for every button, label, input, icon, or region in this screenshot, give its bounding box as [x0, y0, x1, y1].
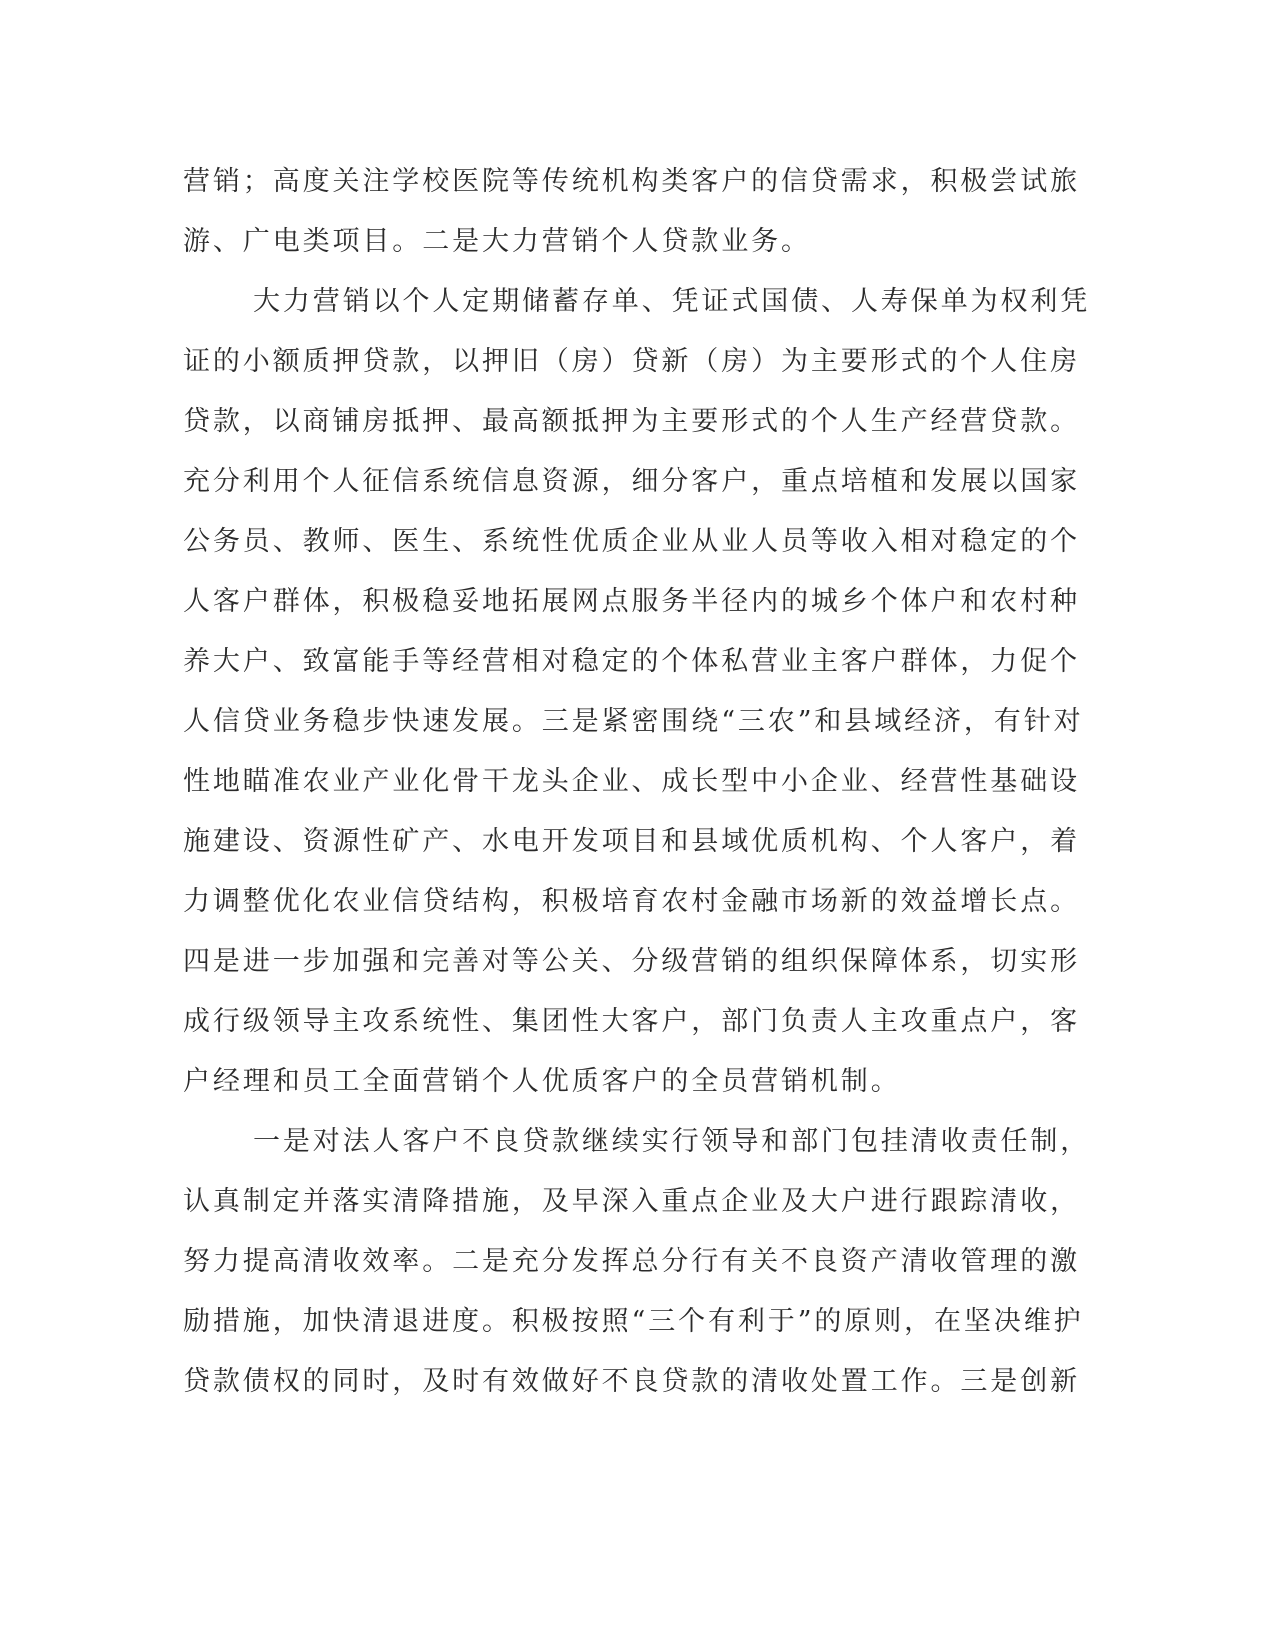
body-text	[183, 152, 1091, 1412]
text-line: 人信贷业务稳步快速发展。三是紧密围绕“三农”和县域经济，有针对	[183, 706, 1084, 737]
text-line: 公务员、教师、医生、系统性优质企业从业人员等收入相对稳定的个	[183, 526, 1080, 557]
text-line: 励措施，加快清退进度。积极按照“三个有利于”的原则，在坚决维护	[183, 1306, 1084, 1337]
text-line: 性地瞄准农业产业化骨干龙头企业、成长型中小企业、经营性基础设	[183, 766, 1080, 797]
text-line: 营销；高度关注学校医院等传统机构类客户的信贷需求，积极尝试旅	[183, 166, 1080, 197]
text-line: 认真制定并落实清降措施，及早深入重点企业及大户进行跟踪清收，	[183, 1186, 1080, 1217]
text-line: 充分利用个人征信系统信息资源，细分客户，重点培植和发展以国家	[183, 466, 1080, 497]
text-line: 人客户群体，积极稳妥地拓展网点服务半径内的城乡个体户和农村种	[183, 586, 1080, 617]
text-line: 一是对法人客户不良贷款继续实行领导和部门包挂清收责任制，	[253, 1126, 1091, 1157]
text-line: 成行级领导主攻系统性、集团性大客户，部门负责人主攻重点户，客	[183, 1006, 1080, 1037]
text-line: 施建设、资源性矿产、水电开发项目和县域优质机构、个人客户，着	[183, 826, 1080, 857]
text-line: 四是进一步加强和完善对等公关、分级营销的组织保障体系，切实形	[183, 946, 1080, 977]
text-line: 证的小额质押贷款，以押旧（房）贷新（房）为主要形式的个人住房	[183, 346, 1080, 377]
text-line: 贷款，以商铺房抵押、最高额抵押为主要形式的个人生产经营贷款。	[183, 406, 1080, 437]
text-line: 户经理和员工全面营销个人优质客户的全员营销机制。	[183, 1066, 901, 1097]
text-line: 贷款债权的同时，及时有效做好不良贷款的清收处置工作。三是创新	[183, 1366, 1080, 1397]
text-line: 游、广电类项目。二是大力营销个人贷款业务。	[183, 226, 811, 257]
text-line: 大力营销以个人定期储蓄存单、凭证式国债、人寿保单为权利凭	[253, 286, 1091, 317]
text-line: 养大户、致富能手等经营相对稳定的个体私营业主客户群体，力促个	[183, 646, 1080, 677]
text-line: 努力提高清收效率。二是充分发挥总分行有关不良资产清收管理的激	[183, 1246, 1080, 1277]
text-line: 力调整优化农业信贷结构，积极培育农村金融市场新的效益增长点。	[183, 886, 1080, 917]
